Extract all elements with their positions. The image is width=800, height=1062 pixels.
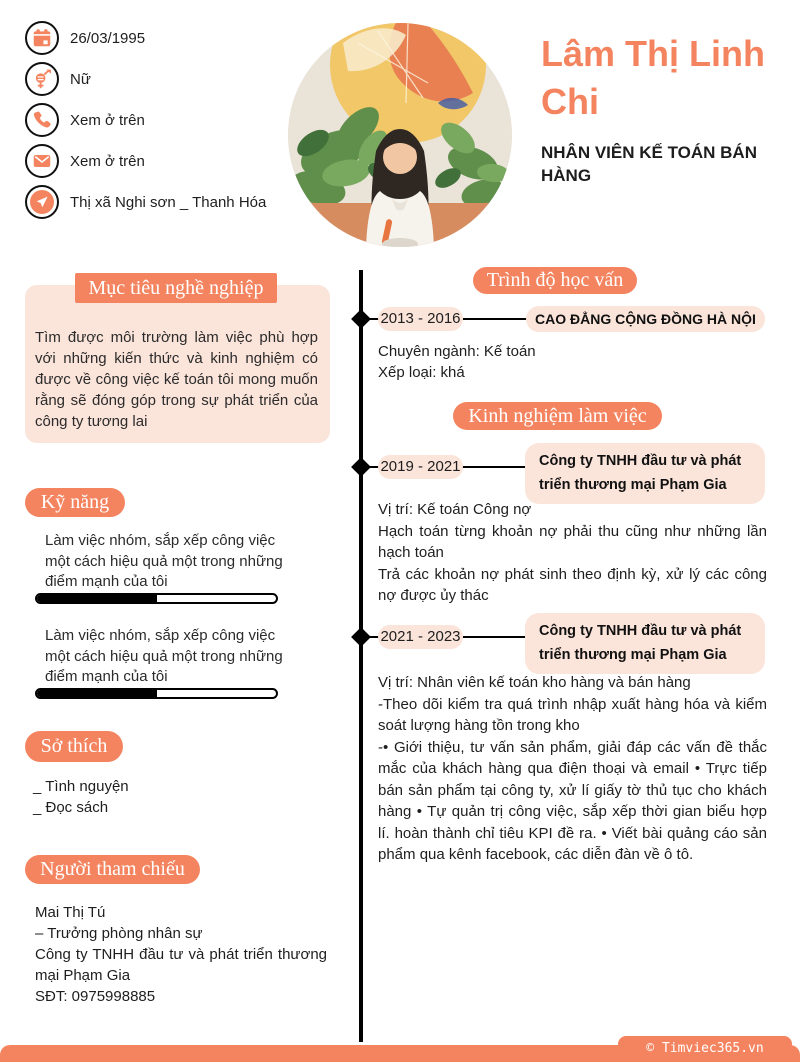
education-major: Chuyên ngành: Kế toán (378, 343, 536, 360)
phone-icon (25, 103, 59, 137)
education-grade: Xếp loại: khá (378, 364, 465, 381)
experience-period: 2021 - 2023 (378, 625, 463, 649)
calendar-icon (25, 21, 59, 55)
objective-text: Tìm được môi trường làm việc phù hợp với những kiến thức và kinh nghiệm có được về công việc kế toán tôi mong muốn rằng sẽ đóng góp trong sự phát triển của công ty tương lai (35, 329, 318, 430)
skill-progress-fill (37, 690, 157, 697)
reference-role: – Trưởng phòng nhân sự (35, 925, 203, 942)
timeline-diamond-marker (351, 457, 371, 477)
experience-details (378, 499, 767, 607)
skill-progress-bar (35, 593, 278, 604)
experience-duty: Hạch toán từng khoản nợ phải thu cũng như những lần hạch toán (378, 522, 767, 561)
email-icon (25, 144, 59, 178)
reference-phone: SĐT: 0975998885 (35, 988, 156, 1005)
education-period: 2013 - 2016 (378, 307, 463, 331)
job-title: NHÂN VIÊN KẾ TOÁN BÁN HÀNG (541, 143, 757, 185)
timeline-diamond-marker (351, 309, 371, 329)
hobby-item: _ Đọc sách (33, 799, 109, 816)
candidate-name: Lâm Thị Linh Chi (541, 33, 765, 122)
send-icon (25, 185, 59, 219)
timeline-line (359, 270, 363, 1042)
section-heading-objective: Mục tiêu nghề nghiệp (75, 273, 277, 303)
phone-value: Xem ở trên (70, 111, 145, 129)
section-heading-skills: Kỹ năng (25, 488, 125, 517)
education-school: CAO ĐẲNG CỘNG ĐỒNG HÀ NỘI (526, 306, 765, 332)
gender-icon (25, 62, 59, 96)
skill-text: Làm việc nhóm, sắp xếp công việc một cách hiệu quả một trong những điểm mạnh của tôi (45, 532, 283, 590)
address-value: Thị xã Nghi sơn _ Thanh Hóa (70, 193, 267, 211)
skill-progress-fill (37, 595, 157, 602)
experience-position: Vị trí: Kế toán Công nợ (378, 501, 532, 518)
reference-company: Công ty TNHH đầu tư và phát triển thương mại Phạm Gia (35, 946, 327, 984)
experience-position: Vị trí: Nhân viên kế toán kho hàng và bán hàng (378, 674, 691, 691)
experience-period: 2019 - 2021 (378, 455, 463, 479)
profile-photo (288, 23, 512, 247)
experience-duty: -Theo dõi kiểm tra quá trình nhập xuất hàng hóa và kiểm soát lượng hàng tồn trong kho (378, 695, 767, 734)
watermark: © Timviec365.vn (618, 1036, 792, 1062)
contact-row-birthdate (25, 21, 145, 55)
experience-duty: -• Giới thiệu, tư vấn sản phẩm, giải đáp các vấn đề thắc mắc của khách hàng qua điện thoại và email • Trực tiếp bán sản phẩm tại công ty, xử lí giấy tờ thủ tục cho khách hàng • Tự quản trị công việc, sắp xếp thời gian biểu hợp lí. hoàn thành chỉ tiêu KPI đề ra. • Viết bài quảng cáo sản phẩm qua kênh facebook, các diễn đàn về ô tô. (378, 738, 767, 863)
section-heading-references: Người tham chiếu (25, 855, 200, 884)
education-details (378, 341, 536, 383)
gender-value: Nữ (70, 70, 91, 88)
section-heading-hobbies: Sở thích (25, 731, 123, 762)
contact-row-gender (25, 62, 91, 96)
experience-details (378, 672, 767, 866)
contact-row-phone (25, 103, 145, 137)
experience-company: Công ty TNHH đầu tư và phát triển thương mại Phạm Gia (525, 443, 765, 504)
contact-row-address (25, 185, 266, 219)
skill-progress-bar (35, 688, 278, 699)
birthdate-value: 26/03/1995 (70, 29, 146, 47)
timeline-diamond-marker (351, 627, 371, 647)
contact-row-email (25, 144, 145, 178)
experience-duty: Trả các khoản nợ phát sinh theo định kỳ, xử lý các công nợ được ủy thác (378, 565, 767, 604)
section-heading-experience: Kinh nghiệm làm việc (453, 402, 662, 430)
hobby-item: _ Tình nguyện (33, 778, 129, 795)
email-value: Xem ở trên (70, 152, 145, 170)
reference-name: Mai Thị Tú (35, 904, 106, 921)
skill-text: Làm việc nhóm, sắp xếp công việc một cách hiệu quả một trong những điểm mạnh của tôi (45, 627, 283, 685)
reference-block (35, 902, 327, 1007)
experience-company: Công ty TNHH đầu tư và phát triển thương mại Phạm Gia (525, 613, 765, 674)
section-heading-education: Trình độ học vấn (473, 267, 637, 294)
